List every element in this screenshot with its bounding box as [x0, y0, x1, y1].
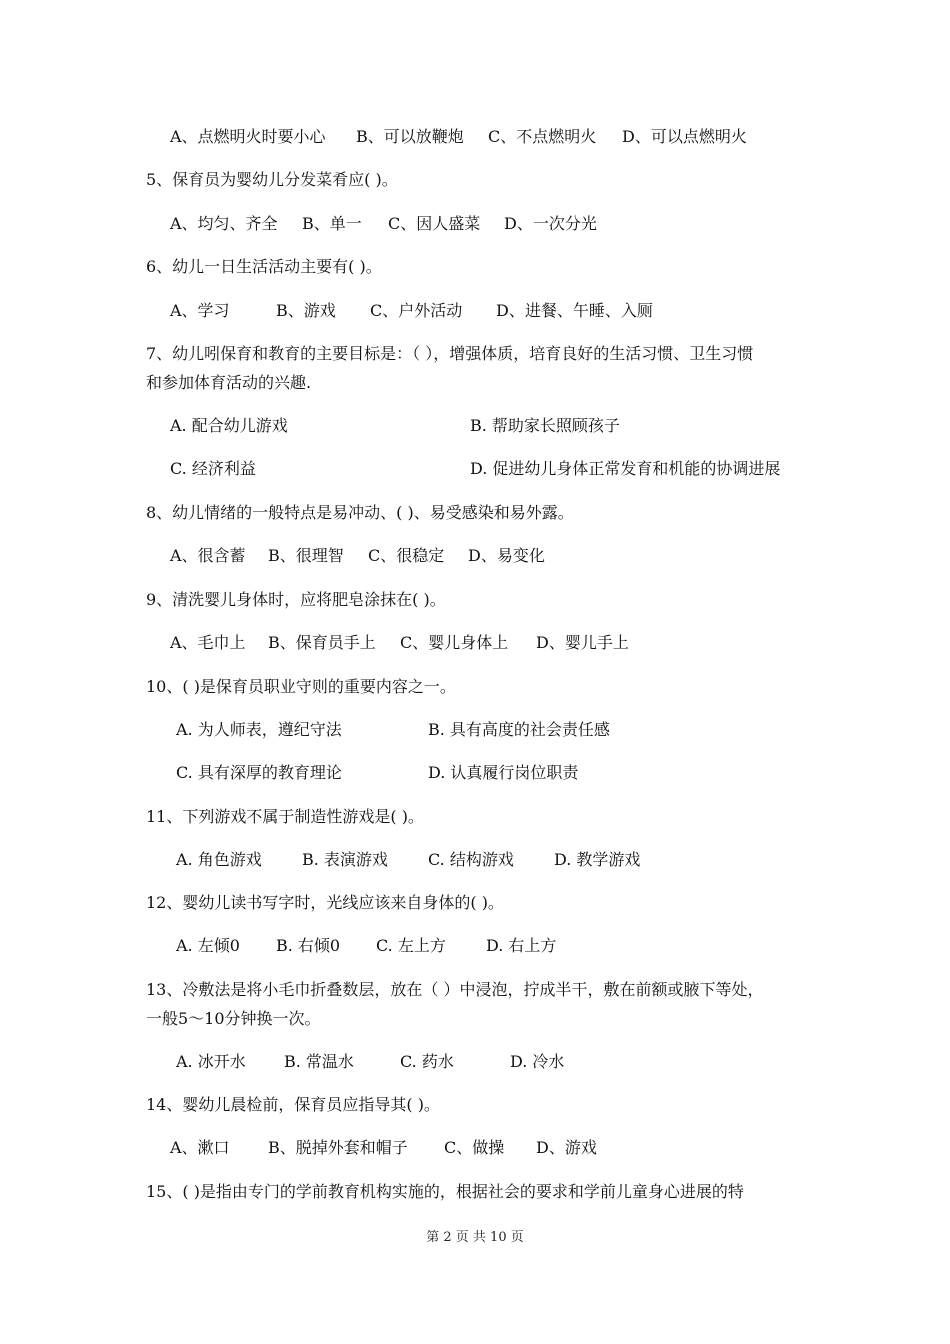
option-d: D、进餐、午睡、入厕: [496, 301, 653, 320]
page-footer: 第 2 页 共 10 页: [426, 1230, 524, 1245]
option-a: A、点燃明火时要小心: [170, 127, 326, 146]
option-d: D. 认真履行岗位职责: [428, 763, 579, 782]
question-9: 9、清洗婴儿身体时，应将肥皂涂抹在( )。: [146, 590, 446, 609]
option-c: C、因人盛菜: [388, 214, 481, 233]
question-5: 5、保育员为婴幼儿分发菜肴应( )。: [146, 170, 398, 189]
question-8: 8、幼儿情绪的一般特点是易冲动、( )、易受感染和易外露。: [146, 503, 574, 522]
option-c: C、户外活动: [370, 301, 463, 320]
question-7-cont: 和参加体育活动的兴趣.: [146, 373, 312, 392]
option-b: B. 表演游戏: [302, 850, 388, 869]
option-b: B、游戏: [276, 301, 336, 320]
option-d: D. 冷水: [510, 1052, 565, 1071]
option-c: C. 药水: [400, 1052, 454, 1071]
question-13: 13、冷敷法是将小毛巾折叠数层，放在（ ）中浸泡，拧成半干，敷在前额或腋下等处，: [146, 980, 764, 999]
option-a: A. 为人师表，遵纪守法: [176, 720, 342, 739]
option-b: B、脱掉外套和帽子: [268, 1138, 408, 1157]
options-q12: [176, 935, 556, 957]
option-b: B、很理智: [268, 546, 344, 565]
option-b: B. 帮助家长照顾孩子: [470, 416, 620, 435]
options-q5: [170, 213, 597, 235]
question-10: 10、( )是保育员职业守则的重要内容之一。: [146, 677, 456, 696]
option-b: B. 右倾0: [276, 936, 341, 955]
option-d: D、婴儿手上: [536, 633, 629, 652]
question-14: 14、婴幼儿晨检前，保育员应指导其( )。: [146, 1095, 440, 1114]
option-c: C、婴儿身体上: [400, 633, 509, 652]
option-d: D、一次分光: [504, 214, 597, 233]
option-c: C. 经济利益: [170, 459, 256, 478]
options-q6: [170, 300, 653, 322]
option-c: C. 结构游戏: [428, 850, 514, 869]
option-c: C、做操: [444, 1138, 505, 1157]
question-13-cont: 一般5～10分钟换一次。: [146, 1009, 321, 1028]
option-b: B、单一: [302, 214, 362, 233]
option-a: A、漱口: [170, 1138, 230, 1157]
options-q9: [170, 632, 629, 654]
option-a: A. 左倾0: [176, 936, 240, 955]
option-b: B、可以放鞭炮: [356, 127, 464, 146]
options-q10-row2: [176, 762, 578, 784]
option-a: A、学习: [170, 301, 230, 320]
option-b: B. 具有高度的社会责任感: [428, 720, 610, 739]
option-d: D. 教学游戏: [554, 850, 641, 869]
option-a: A、毛巾上: [170, 633, 246, 652]
options-q11: [176, 849, 640, 871]
question-7: 7、幼儿吲保育和教育的主要目标是：（ ），增强体质，培育良好的生活习惯、卫生习惯: [146, 344, 754, 363]
option-b: B、保育员手上: [268, 633, 376, 652]
options-q8: [170, 545, 545, 567]
options-q14: [170, 1137, 597, 1159]
options-q4: [170, 126, 747, 148]
option-c: C. 左上方: [376, 936, 446, 955]
option-d: D、易变化: [468, 546, 545, 565]
question-6: 6、幼儿一日生活活动主要有( )。: [146, 257, 382, 276]
option-c: C、不点燃明火: [488, 127, 597, 146]
option-b: B. 常温水: [284, 1052, 354, 1071]
option-c: C. 具有深厚的教育理论: [176, 763, 342, 782]
option-d: D. 促进幼儿身体正常发育和机能的协调进展: [470, 459, 781, 478]
options-q13: [176, 1051, 564, 1073]
question-15: 15、( )是指由专门的学前教育机构实施的，根据社会的要求和学前儿童身心进展的特: [146, 1182, 744, 1201]
options-q7-row1: [170, 415, 620, 437]
options-q7-row2: [170, 458, 780, 480]
option-a: A、很含蓄: [170, 546, 246, 565]
option-d: D. 右上方: [486, 936, 557, 955]
option-a: A. 角色游戏: [176, 850, 262, 869]
options-q10-row1: [176, 719, 610, 741]
question-11: 11、下列游戏不属于制造性游戏是( )。: [146, 807, 424, 826]
option-d: D、可以点燃明火: [622, 127, 747, 146]
option-d: D、游戏: [536, 1138, 597, 1157]
option-c: C、很稳定: [368, 546, 445, 565]
option-a: A、均匀、齐全: [170, 214, 278, 233]
option-a: A. 配合幼儿游戏: [170, 416, 288, 435]
question-12: 12、婴幼儿读书写字时，光线应该来自身体的( )。: [146, 893, 504, 912]
option-a: A. 冰开水: [176, 1052, 246, 1071]
